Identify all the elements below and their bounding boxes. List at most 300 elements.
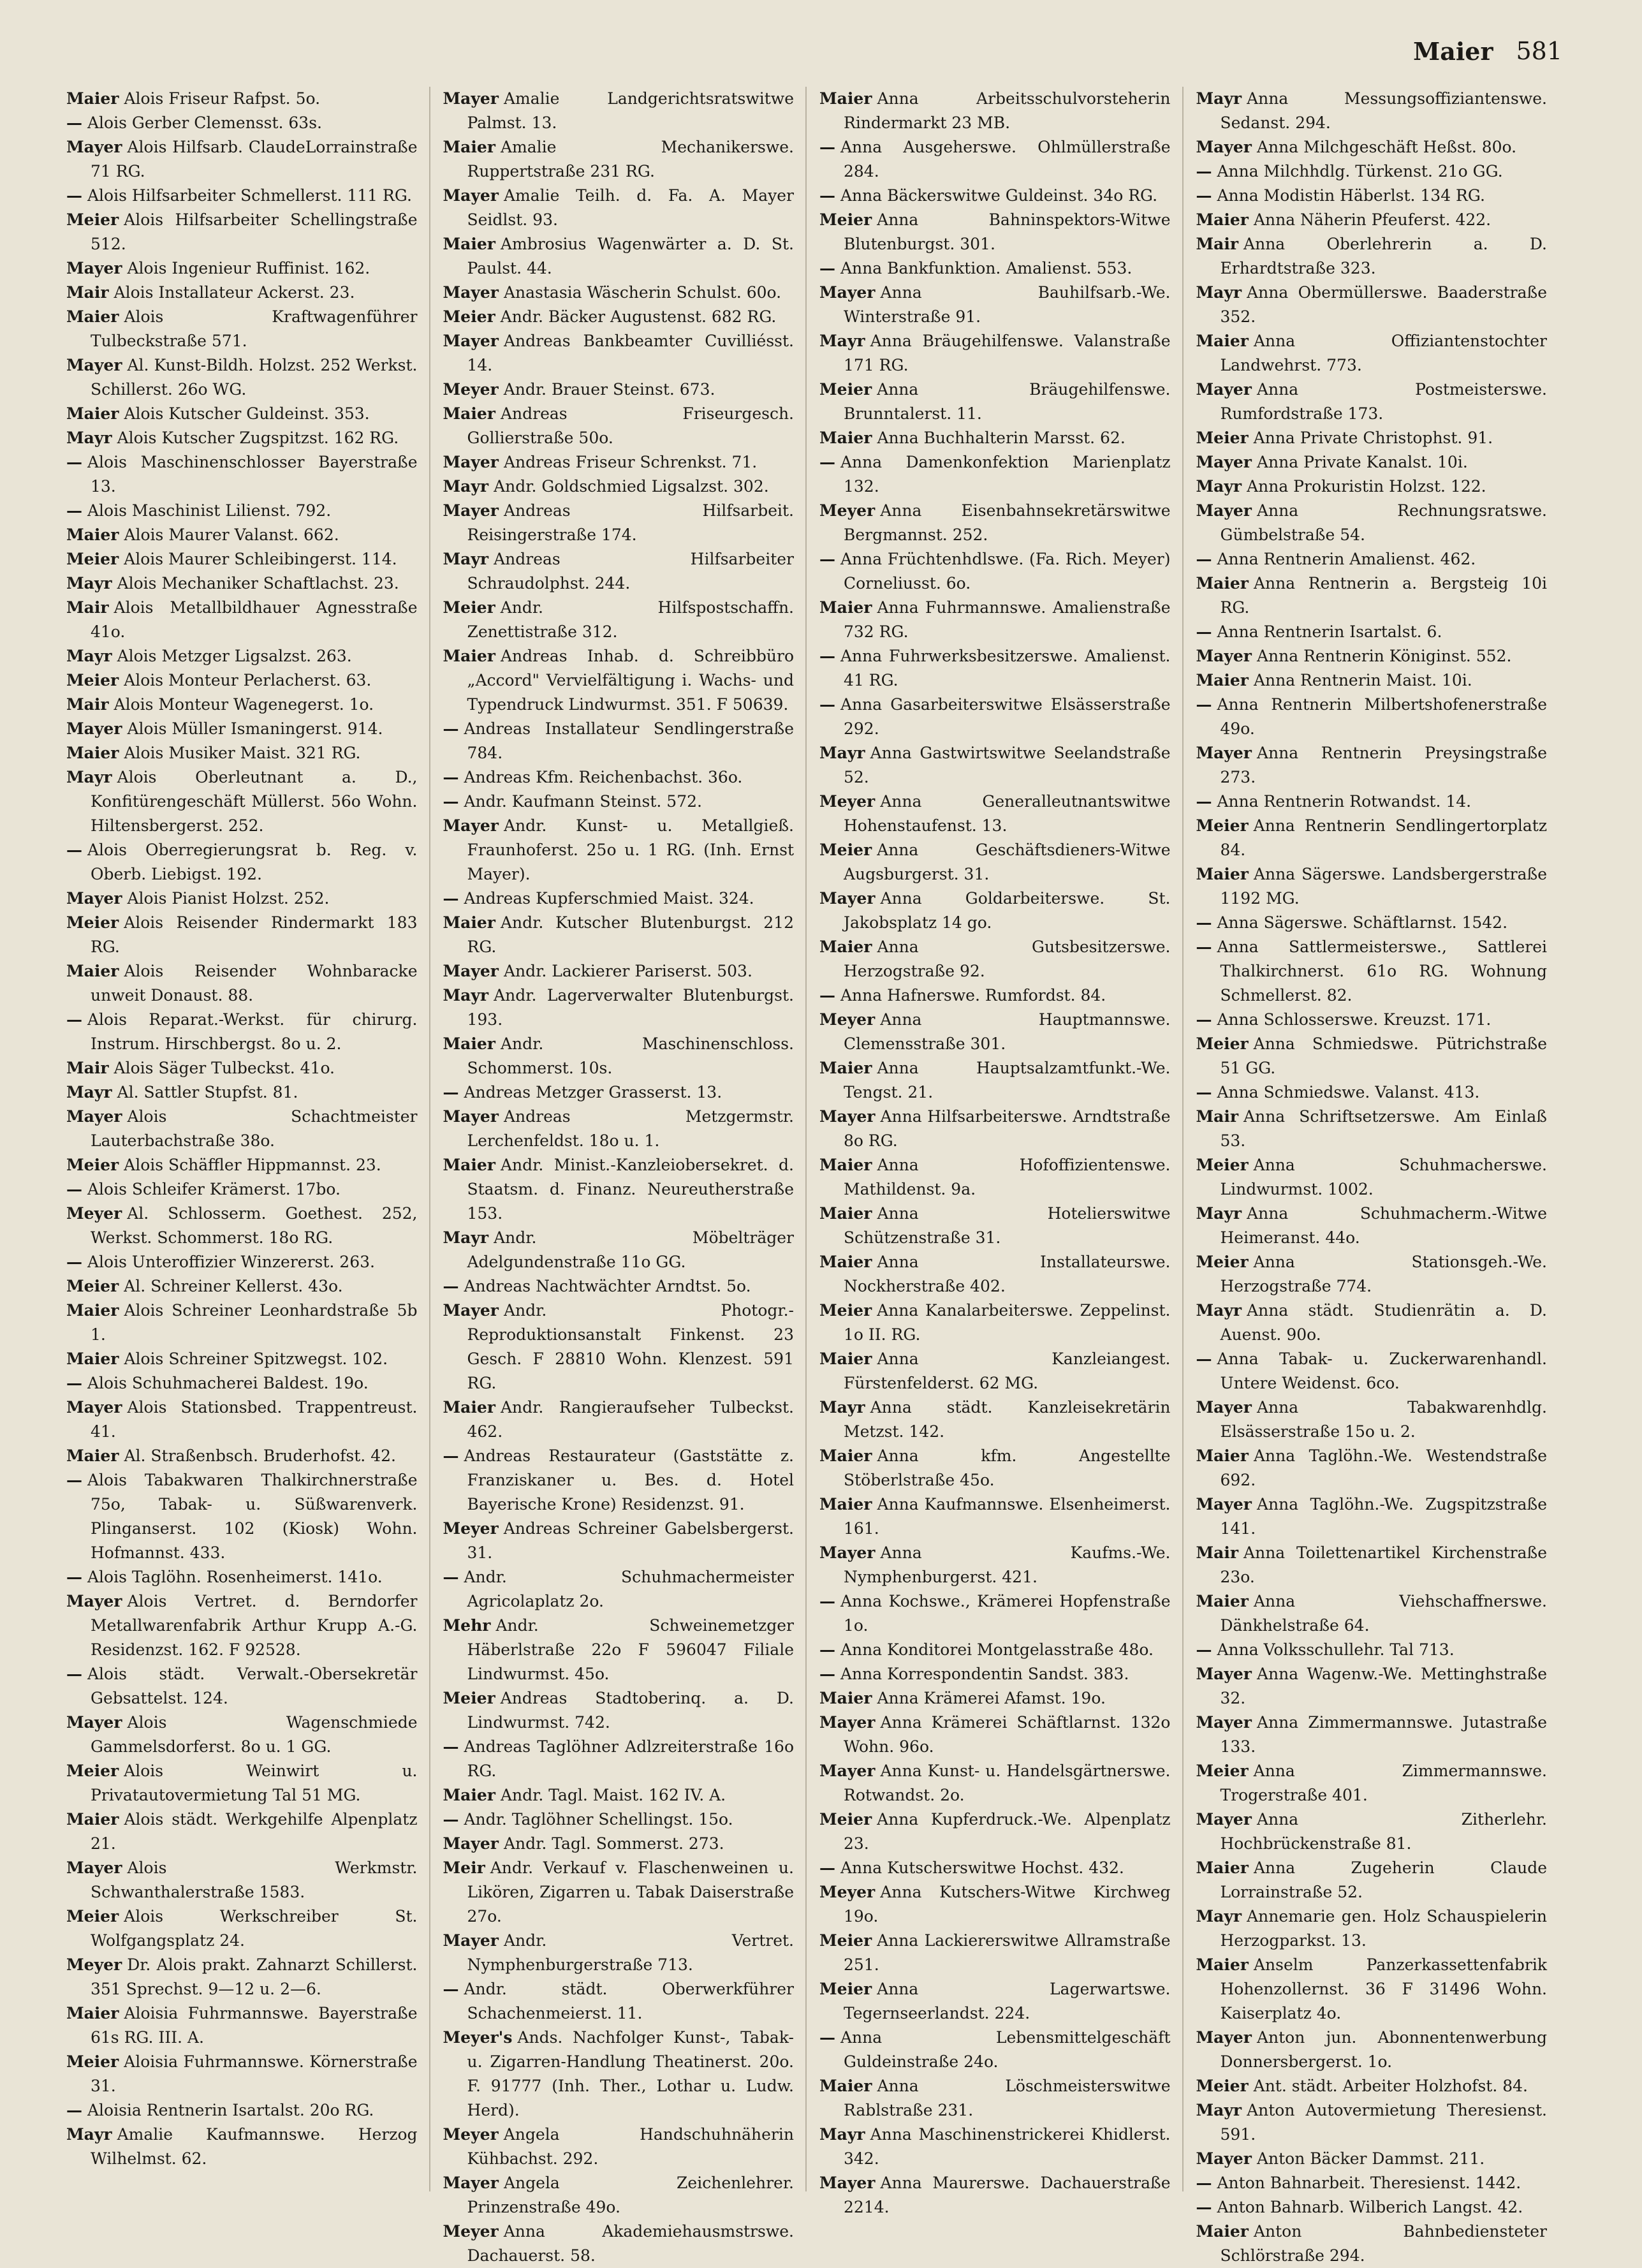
entry-details: Andr. Hilfspostschaffn. Zenettistraße 312. — [467, 598, 794, 641]
directory-entry — [819, 281, 1171, 329]
directory-entry — [1196, 1589, 1548, 1638]
entry-surname: Mayer — [1196, 1665, 1252, 1683]
directory-entry — [1196, 378, 1548, 426]
directory-entry — [1196, 1299, 1548, 1347]
directory-entry — [819, 547, 1171, 596]
entry-surname: Maier — [66, 1810, 119, 1829]
entry-surname: Mair — [1196, 235, 1239, 253]
entry-surname: Meier — [66, 1762, 119, 1780]
entry-surname: Mayer — [443, 1931, 499, 1950]
directory-entry — [1196, 426, 1548, 450]
directory-entry — [66, 1177, 418, 1202]
directory-entry — [66, 1371, 418, 1395]
entry-details: Anton Bäcker Dammst. 211. — [1256, 2149, 1485, 2168]
directory-entry — [819, 378, 1171, 426]
entry-surname: Meyer — [443, 380, 499, 399]
entry-surname: — — [66, 501, 82, 520]
entry-surname: Meier — [1196, 1762, 1249, 1780]
directory-entry — [66, 1105, 418, 1153]
directory-entry — [443, 814, 795, 887]
entry-surname: — — [66, 1010, 82, 1029]
directory-entry — [819, 1299, 1171, 1347]
directory-entry — [66, 1347, 418, 1371]
directory-entry — [1196, 135, 1548, 159]
entry-details: Ant. städt. Arbeiter Holzhofst. 84. — [1253, 2077, 1528, 2095]
entry-details: Anna Schmiedswe. Pütrichstraße 51 GG. — [1220, 1035, 1547, 1077]
entry-surname: — — [66, 114, 82, 132]
entry-surname: Mayer — [443, 283, 499, 302]
directory-entry — [819, 1977, 1171, 2026]
entry-surname: Mair — [66, 598, 109, 617]
entry-surname: Mayr — [1196, 89, 1242, 108]
entry-details: Alois Kutscher Guldeinst. 353. — [124, 404, 370, 423]
directory-entry — [66, 1202, 418, 1250]
entry-surname: Mayer — [819, 1713, 876, 1732]
directory-entry — [1196, 475, 1548, 499]
entry-details: Amalie Kaufmannswe. Herzog Wilhelmst. 62. — [91, 2125, 418, 2168]
entry-details: Anna Bäckerswitwe Guldeinst. 34o RG. — [840, 186, 1158, 205]
directory-entry — [443, 378, 795, 402]
directory-entry — [443, 1226, 795, 1274]
entry-surname: Mayr — [819, 2125, 865, 2144]
entry-surname: Mayer — [1196, 1398, 1252, 1417]
entry-details: Andreas Taglöhner Adlzreiterstraße 16o RG. — [464, 1737, 794, 1780]
entry-details: Alois Schreiner Leonhardstraße 5b 1. — [91, 1301, 418, 1344]
directory-entry — [1196, 741, 1548, 790]
entry-details: Anna Obermüllerswe. Baaderstraße 352. — [1220, 283, 1547, 326]
directory-entry — [66, 2123, 418, 2171]
directory-entry — [1196, 547, 1548, 571]
entry-details: Alois Reparat.-Werkst. für chirurg. Instrum. Hirschbergst. 8o u. 2. — [87, 1010, 418, 1053]
entry-surname: Meier — [1196, 429, 1249, 447]
directory-entry — [66, 1056, 418, 1080]
entry-details: Andreas Inhab. d. Schreibbüro „Accord" Vervielfältigung i. Wachs- und Typendruck Lindwurmst. 351. F 50639. — [467, 647, 794, 714]
entry-surname: — — [819, 1640, 835, 1659]
directory-entry — [66, 1299, 418, 1347]
entry-details: Anna Kanzleiangest. Fürstenfelderst. 62 MG. — [844, 1350, 1171, 1392]
directory-entry — [1196, 911, 1548, 935]
entry-surname: Mehr — [443, 1616, 491, 1635]
directory-entry — [443, 2220, 795, 2268]
directory-entry — [1196, 644, 1548, 668]
entry-surname: Meyer — [819, 1010, 876, 1029]
directory-column-2 — [443, 87, 807, 2265]
entry-surname: — — [1196, 1640, 1212, 1659]
entry-surname: — — [443, 1568, 459, 1586]
entry-details: Andreas Friseurgesch. Gollierstraße 50o. — [467, 404, 794, 447]
directory-entry — [443, 1517, 795, 1565]
directory-entry — [1196, 1638, 1548, 1662]
directory-entry — [66, 741, 418, 765]
entry-details: Andr. Taglöhner Schellingst. 15o. — [464, 1810, 733, 1829]
directory-column-1 — [66, 87, 430, 2191]
entry-details: Anna Modistin Häberlst. 134 RG. — [1217, 186, 1485, 205]
entry-surname: Maier — [819, 938, 872, 956]
directory-entry — [66, 1395, 418, 1444]
entry-details: Andreas Hilfsarbeiter Schraudolphst. 244. — [467, 550, 794, 593]
entry-details: Alois städt. Werkgehilfe Alpenplatz 21. — [91, 1810, 418, 1853]
directory-entry — [443, 1080, 795, 1105]
entry-details: Anna Akademiehausmstrswe. Dachauerst. 58. — [467, 2222, 794, 2265]
directory-entry — [66, 1662, 418, 1711]
directory-entry — [66, 1856, 418, 1904]
entry-surname: Mayer — [1196, 2028, 1252, 2047]
directory-entry — [443, 1614, 795, 1686]
entry-details: Anna Zitherlehr. Hochbrückenstraße 81. — [1220, 1810, 1547, 1853]
entry-surname: Mayer — [1196, 1713, 1252, 1732]
directory-entry — [66, 111, 418, 135]
directory-entry — [66, 1565, 418, 1589]
directory-entry — [819, 935, 1171, 983]
entry-details: Alois Maschinenschlosser Bayerstraße 13. — [87, 453, 418, 496]
entry-surname: Meier — [66, 1156, 119, 1174]
directory-entry — [1196, 184, 1548, 208]
entry-surname: — — [1196, 913, 1212, 932]
directory-entry — [819, 499, 1171, 547]
directory-entry — [819, 1808, 1171, 1856]
entry-details: Alois Wagenschmiede Gammelsdorferst. 8o u. 1 GG. — [91, 1713, 418, 1756]
entry-surname: Mayer — [1196, 1495, 1252, 1513]
entry-details: Anna Milchgeschäft Heßst. 80o. — [1256, 138, 1517, 156]
entry-details: Anna Geschäftsdieners-Witwe Augsburgerst. 31. — [844, 841, 1171, 883]
entry-details: Alois Schreiner Spitzwegst. 102. — [124, 1350, 388, 1368]
directory-entry — [443, 184, 795, 232]
entry-details: Alois Oberregierungsrat b. Reg. v. Oberb. Liebigst. 192. — [87, 841, 418, 883]
entry-surname: Meyer — [819, 501, 876, 520]
directory-entry — [819, 426, 1171, 450]
directory-entry — [1196, 1395, 1548, 1444]
entry-surname: Mayr — [1196, 1301, 1242, 1320]
entry-surname: Mayr — [819, 1398, 865, 1417]
entry-details: Anna Bräugehilfenswe. Valanstraße 171 RG. — [844, 332, 1171, 374]
directory-entry — [1196, 2098, 1548, 2147]
entry-surname: Maier — [443, 1786, 495, 1804]
entry-details: Andreas Hilfsarbeit. Reisingerstraße 174. — [467, 501, 794, 544]
entry-surname: — — [443, 792, 459, 811]
entry-details: Anton jun. Abonnentenwerbung Donnersbergerst. 1o. — [1220, 2028, 1547, 2071]
entry-surname: — — [819, 453, 835, 471]
entry-details: Anna städt. Studienrätin a. D. Auenst. 90o. — [1220, 1301, 1547, 1344]
entry-details: Alois Unteroffizier Winzererst. 263. — [87, 1253, 375, 1271]
entry-details: Alois Maschinist Lilienst. 792. — [87, 501, 332, 520]
directory-entry — [443, 1444, 795, 1517]
entry-details: Anna Schuhmacherswe. Lindwurmst. 1002. — [1220, 1156, 1547, 1198]
directory-entry — [66, 281, 418, 305]
entry-surname: Maier — [1196, 1859, 1249, 1877]
entry-surname: — — [66, 1374, 82, 1392]
entry-surname: — — [1196, 2198, 1212, 2216]
entry-details: Andr. Kutscher Blutenburgst. 212 RG. — [467, 913, 794, 956]
entry-details: Anna Stationsgeh.-We. Herzogstraße 774. — [1220, 1253, 1547, 1295]
entry-surname: Meier — [819, 841, 872, 859]
entry-details: Anna Messungsoffiziantenswe. Sedanst. 294. — [1220, 89, 1547, 132]
entry-surname: Maier — [66, 404, 119, 423]
entry-surname: Mayer — [66, 889, 122, 908]
entry-surname: Mayer — [66, 719, 122, 738]
directory-entry — [443, 1105, 795, 1153]
directory-entry — [819, 1056, 1171, 1105]
entry-details: Andr. Kunst- u. Metallgieß. Fraunhoferst. 25o u. 1 RG. (Inh. Ernst Mayer). — [467, 816, 794, 883]
entry-details: Anna Rentnerin a. Bergsteig 10i RG. — [1220, 574, 1547, 617]
entry-surname: Meier — [1196, 1156, 1249, 1174]
entry-details: Anna Lebensmittelgeschäft Guldeinstraße 24o. — [840, 2028, 1171, 2071]
entry-details: Andr. Schweinemetzger Häberlstraße 22o F 596047 Filiale Lindwurmst. 45o. — [467, 1616, 794, 1683]
entry-details: Andreas Nachtwächter Arndtst. 5o. — [464, 1277, 751, 1295]
entry-surname: Mayr — [66, 429, 112, 447]
directory-entry — [819, 1589, 1171, 1638]
entry-surname: — — [819, 1592, 835, 1610]
entry-surname: — — [1196, 1350, 1212, 1368]
entry-surname: Mayer — [443, 332, 499, 350]
entry-surname: Meier — [66, 1907, 119, 1926]
entry-details: Alois Maurer Valanst. 662. — [124, 526, 339, 544]
directory-entry — [819, 1105, 1171, 1153]
entry-surname: — — [819, 2028, 835, 2047]
entry-details: Anna Wagenw.-We. Mettinghstraße 32. — [1220, 1665, 1547, 1707]
entry-details: Anna Prokuristin Holzst. 122. — [1247, 477, 1486, 496]
entry-details: Alois Taglöhn. Rosenheimerst. 141o. — [87, 1568, 383, 1586]
directory-entry — [66, 838, 418, 887]
entry-surname: — — [1196, 695, 1212, 714]
directory-entry — [1196, 281, 1548, 329]
entry-surname: Meyer — [443, 2222, 499, 2241]
directory-entry — [66, 1468, 418, 1565]
directory-entry — [819, 838, 1171, 887]
directory-entry — [819, 2171, 1171, 2220]
entry-details: Andr. Vertret. Nymphenburgerstraße 713. — [467, 1931, 794, 1974]
entry-surname: Meier — [443, 598, 495, 617]
directory-entry — [66, 959, 418, 1008]
entry-surname: Meier — [819, 1980, 872, 1998]
entry-surname: Meier — [1196, 1253, 1249, 1271]
directory-entry — [1196, 1953, 1548, 2026]
directory-entry — [66, 1274, 418, 1299]
entry-details: Alois Werkschreiber St. Wolfgangsplatz 24. — [91, 1907, 418, 1950]
directory-entry — [443, 1032, 795, 1080]
directory-column-3 — [819, 87, 1184, 2216]
entry-surname: Mayer — [66, 1859, 122, 1877]
entry-surname: Maier — [66, 307, 119, 326]
entry-details: Anna Kutscherswitwe Hochst. 432. — [840, 1859, 1124, 1877]
entry-surname: Mayer — [819, 2174, 876, 2192]
entry-details: Anna Schriftsetzerswe. Am Einlaß 53. — [1220, 1107, 1547, 1150]
entry-details: Anna Generalleutnantswitwe Hohenstaufenst. 13. — [844, 792, 1171, 835]
directory-entry — [443, 959, 795, 983]
entry-details: Andreas Stadtoberinq. a. D. Lindwurmst. 742. — [467, 1689, 794, 1732]
entry-surname: Mayer — [66, 356, 122, 374]
directory-entry — [1196, 1347, 1548, 1395]
entry-surname: Mayr — [66, 1083, 112, 1101]
directory-entry — [819, 644, 1171, 693]
entry-surname: Meyer — [443, 2125, 499, 2144]
entry-details: Anna Bräugehilfenswe. Brunntalerst. 11. — [844, 380, 1171, 423]
directory-entry — [443, 1808, 795, 1832]
entry-details: Andreas Kupferschmied Maist. 324. — [464, 889, 754, 908]
directory-entry — [1196, 935, 1548, 1008]
entry-details: Aloisia Fuhrmannswe. Bayerstraße 61s RG. III. A. — [91, 2004, 418, 2047]
directory-entry — [443, 135, 795, 184]
directory-entry — [443, 547, 795, 596]
entry-surname: Mayer — [819, 1107, 876, 1126]
entry-surname: Mayer — [66, 1398, 122, 1417]
entry-details: Al. Schreiner Kellerst. 43o. — [124, 1277, 343, 1295]
directory-entry — [443, 596, 795, 644]
entry-surname: Meier — [1196, 1035, 1249, 1053]
directory-entry — [66, 596, 418, 644]
entry-surname: Maier — [66, 744, 119, 762]
entry-details: Anna Rentnerin Milbertshofenerstraße 49o. — [1217, 695, 1547, 738]
entry-details: Aloisia Rentnerin Isartalst. 20o RG. — [87, 2101, 374, 2119]
entry-details: Anna Tabakwarenhdlg. Elsässerstraße 15o u. 2. — [1220, 1398, 1547, 1441]
entry-surname: Mair — [1196, 1543, 1239, 1562]
entry-details: Anna Maurerswe. Dachauerstraße 2214. — [844, 2174, 1171, 2216]
entry-details: Andr. Lagerverwalter Blutenburgst. 193. — [467, 986, 794, 1029]
entry-details: Anna Schuhmacherm.-Witwe Heimeranst. 44o. — [1220, 1204, 1547, 1247]
entry-details: Dr. Alois prakt. Zahnarzt Schillerst. 351 Sprechst. 9—12 u. 2—6. — [91, 1955, 418, 1998]
entry-details: Anna Gasarbeiterswitwe Elsässerstraße 292. — [840, 695, 1171, 738]
directory-entry — [443, 305, 795, 329]
directory-entry — [1196, 1153, 1548, 1202]
entry-surname: — — [819, 986, 835, 1005]
entry-details: Anna Kochswe., Krämerei Hopfenstraße 1o. — [840, 1592, 1171, 1635]
entry-details: Anna Sattlermeisterswe., Sattlerei Thalkirchnerst. 61o RG. Wohnung Schmellerst. 82. — [1217, 938, 1547, 1005]
directory-entry — [66, 402, 418, 426]
entry-details: Alois Oberleutnant a. D., Konfitürengeschäft Müllerst. 56o Wohn. Hiltensbergerst. 252. — [91, 768, 418, 835]
directory-entry — [1196, 1856, 1548, 1904]
directory-entry — [819, 1008, 1171, 1056]
directory-entry — [66, 644, 418, 668]
entry-details: Anna Viehschaffnerswe. Dänkhelstraße 64. — [1220, 1592, 1547, 1635]
directory-entry — [1196, 208, 1548, 232]
entry-surname: Mayr — [443, 550, 489, 568]
entry-surname: — — [819, 186, 835, 205]
directory-entry — [66, 765, 418, 838]
entry-details: Anna Fuhrmannswe. Amalienstraße 732 RG. — [844, 598, 1171, 641]
directory-entry — [66, 87, 418, 111]
entry-surname: Maier — [819, 1253, 872, 1271]
entry-details: Andr. Bäcker Augustenst. 682 RG. — [500, 307, 777, 326]
entry-surname: — — [66, 1568, 82, 1586]
entry-details: Alois Reisender Rindermarkt 183 RG. — [91, 913, 418, 956]
entry-surname: Mayr — [66, 574, 112, 593]
entry-details: Alois Tabakwaren Thalkirchnerstraße 75o, Tabak- u. Süßwarenverk. Plinganserst. 102 (Kiosk) Wohn. Hofmannst. 433. — [87, 1471, 418, 1562]
page-header — [1413, 32, 1562, 70]
directory-entry — [819, 1541, 1171, 1589]
entry-surname: Meier — [66, 550, 119, 568]
entry-surname: Maier — [66, 89, 119, 108]
directory-entry — [1196, 2220, 1548, 2268]
entry-details: Anna Löschmeisterswitwe Rablstraße 231. — [844, 2077, 1171, 2119]
entry-details: Andreas Metzger Grasserst. 13. — [464, 1083, 722, 1101]
entry-surname: Mayer — [1196, 138, 1252, 156]
entry-surname: Mayer — [1196, 744, 1252, 762]
entry-details: Andr. Minist.-Kanzleiobersekret. d. Staatsm. d. Finanz. Neureutherstraße 153. — [467, 1156, 794, 1223]
running-head: Maier — [1413, 36, 1493, 66]
directory-entry — [1196, 1105, 1548, 1153]
entry-details: Amalie Mechanikerswe. Ruppertstraße 231 RG. — [467, 138, 794, 180]
entry-surname: Mayer — [443, 186, 499, 205]
entry-surname: — — [443, 1980, 459, 1998]
entry-details: Anna Buchhalterin Marsst. 62. — [877, 429, 1125, 447]
entry-details: Anna Lagerwartswe. Tegernseerlandst. 224. — [844, 1980, 1171, 2022]
entry-details: Anton Bahnarb. Wilberich Langst. 42. — [1217, 2198, 1523, 2216]
directory-entry — [1196, 87, 1548, 135]
directory-entry — [66, 523, 418, 547]
entry-details: Alois Schäffler Hippmannst. 23. — [124, 1156, 381, 1174]
directory-entry — [66, 450, 418, 499]
entry-details: Anna Maschinenstrickerei Khidlerst. 342. — [844, 2125, 1171, 2168]
entry-surname: — — [1196, 1083, 1212, 1101]
directory-entry — [443, 2123, 795, 2171]
directory-entry — [1196, 1202, 1548, 1250]
entry-details: Anna Kunst- u. Handelsgärtnerswe. Rotwandst. 2o. — [844, 1762, 1171, 1804]
entry-surname: — — [443, 1277, 459, 1295]
entry-surname: Mair — [66, 1059, 109, 1077]
entry-details: Anna Krämerei Afamst. 19o. — [877, 1689, 1106, 1707]
entry-surname: Maier — [443, 1156, 495, 1174]
entry-details: Andr. Kaufmann Steinst. 572. — [464, 792, 702, 811]
directory-entry — [1196, 2195, 1548, 2220]
entry-surname: — — [66, 1180, 82, 1198]
entry-details: Anna Rentnerin Preysingstraße 273. — [1220, 744, 1547, 786]
entry-details: Alois Friseur Rafpst. 5o. — [124, 89, 321, 108]
entry-surname: — — [819, 695, 835, 714]
directory-entry — [819, 1395, 1171, 1444]
directory-entry — [66, 1008, 418, 1056]
entry-surname: Maier — [66, 1350, 119, 1368]
directory-entry — [1196, 1492, 1548, 1541]
entry-details: Andreas Installateur Sendlingerstraße 784. — [464, 719, 794, 762]
entry-details: Anna Rentnerin Isartalst. 6. — [1217, 622, 1442, 641]
entry-surname: Maier — [443, 647, 495, 665]
entry-details: Alois städt. Verwalt.-Obersekretär Gebsattelst. 124. — [87, 1665, 418, 1707]
entry-details: Andreas Bankbeamter Cuvilliésst. 14. — [467, 332, 794, 374]
directory-entry — [443, 1832, 795, 1856]
directory-entry — [1196, 693, 1548, 741]
entry-details: Anna Kanalarbeiterswe. Zeppelinst. 1o II. RG. — [844, 1301, 1171, 1344]
directory-entry — [819, 790, 1171, 838]
directory-entry — [819, 2123, 1171, 2171]
directory-entry — [1196, 450, 1548, 475]
entry-surname: Maier — [66, 1447, 119, 1465]
entry-details: Andr. Tagl. Maist. 162 IV. A. — [500, 1786, 726, 1804]
directory-entry — [66, 208, 418, 256]
entry-details: Anna städt. Kanzleisekretärin Metzst. 142. — [844, 1398, 1171, 1441]
directory-entry — [443, 281, 795, 305]
directory-entry — [1196, 1759, 1548, 1808]
entry-details: Alois Metzger Ligsalzst. 263. — [117, 647, 352, 665]
directory-entry — [819, 596, 1171, 644]
directory-entry — [66, 1808, 418, 1856]
entry-details: Anna Hauptsalzamtfunkt.-We. Tengst. 21. — [844, 1059, 1171, 1101]
entry-surname: Maier — [819, 1689, 872, 1707]
entry-details: Anton Bahnarbeit. Theresienst. 1442. — [1217, 2174, 1521, 2192]
entry-surname: Mayer — [66, 1107, 122, 1126]
directory-entry — [819, 693, 1171, 741]
entry-details: Anna Installateurswe. Nockherstraße 402. — [844, 1253, 1171, 1295]
entry-surname: — — [1196, 186, 1212, 205]
directory-entry — [66, 1589, 418, 1662]
entry-surname: Maier — [819, 1495, 872, 1513]
entry-details: Anna Taglöhn.-We. Westendstraße 692. — [1220, 1447, 1547, 1489]
directory-entry — [1196, 2171, 1548, 2195]
directory-entry — [443, 644, 795, 717]
directory-entry — [66, 2050, 418, 2098]
entry-surname: Mayer — [66, 259, 122, 277]
entry-details: Alois Hilfsarbeiter Schmellerst. 111 RG. — [87, 186, 412, 205]
directory-entry — [1196, 2147, 1548, 2171]
entry-surname: Mayer — [66, 1713, 122, 1732]
